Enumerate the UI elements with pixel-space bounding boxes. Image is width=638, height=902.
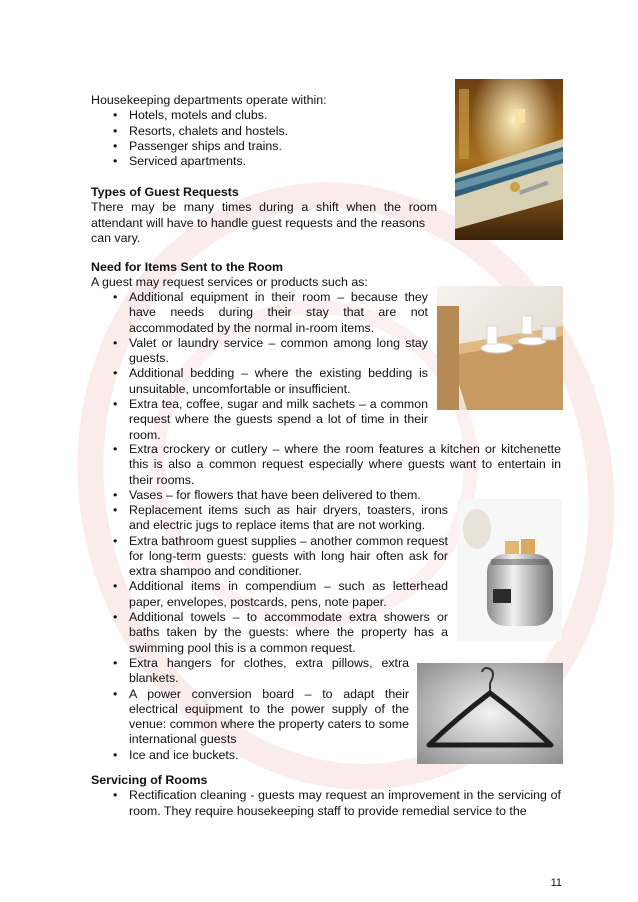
section-heading: Servicing of Rooms — [91, 773, 208, 787]
paragraph-line: There may be many times during a shift when the room — [91, 200, 438, 215]
list-item: • Replacement items such as hair dryers, toasters, irons and electric jugs to replace items that are not working. — [91, 503, 448, 534]
servicing-section — [91, 773, 561, 819]
paragraph-line: can vary. — [91, 230, 141, 245]
toaster-image — [457, 499, 562, 641]
intro-list — [91, 108, 451, 169]
intro-lead: Housekeeping departments operate within: — [91, 93, 327, 107]
page-number: 11 — [550, 877, 562, 889]
need-list-d — [91, 656, 409, 763]
section-heading: Types of Guest Requests — [91, 185, 239, 199]
list-item: • Extra tea, coffee, sugar and milk sachets – a common request where the guests spend a lot of time in their room. — [91, 397, 428, 443]
hanger-image — [417, 663, 563, 764]
types-section — [91, 185, 447, 246]
intro-section — [91, 93, 451, 169]
dining-table-image — [437, 286, 563, 410]
list-item: • Additional items in compendium – such as letterhead paper, envelopes, postcards, pens, note paper. — [91, 579, 448, 610]
list-item: • Rectification cleaning - guests may request an improvement in the servicing of room. They require housekeeping staff to provide remedial service to the — [91, 788, 561, 819]
list-item: • Extra crockery or cutlery – where the room features a kitchen or kitchenette this is also a common request especially where guests want to entertain in their rooms. — [91, 442, 561, 488]
dining-table-illustration — [437, 286, 563, 410]
need-lead: A guest may request services or products such as: — [91, 275, 368, 290]
servicing-list — [91, 788, 561, 819]
list-item: • Extra hangers for clothes, extra pillows, extra blankets. — [91, 656, 409, 687]
section-heading: Need for Items Sent to the Room — [91, 260, 284, 274]
list-item: • Resorts, chalets and hostels. — [91, 124, 451, 139]
list-item: • Valet or laundry service – common among long stay guests. — [91, 336, 428, 367]
hotel-bed-key-illustration — [455, 79, 563, 240]
list-item: • Passenger ships and trains. — [91, 139, 451, 154]
hotel-bed-key-image — [455, 79, 563, 240]
hanger-illustration — [417, 663, 563, 764]
list-item: • Extra bathroom guest supplies – another common request for long-term guests: guests with long hair often ask for extra shampoo and conditioner. — [91, 534, 448, 580]
list-item: • A power conversion board – to adapt their electrical equipment to the power supply of the venue: common where the property caters to some international guests — [91, 687, 409, 748]
list-item: • Additional towels – to accommodate extra showers or baths taken by the guests: where the property has a swimming pool this is a common request. — [91, 610, 448, 656]
need-list-a — [91, 290, 428, 443]
need-list-b — [91, 442, 561, 503]
list-item: • Additional equipment in their room – because they have needs during their stay that are not accommodated by the normal in-room items. — [91, 290, 428, 336]
list-item: • Ice and ice buckets. — [91, 748, 409, 763]
need-list-c — [91, 503, 448, 656]
toaster-illustration — [457, 499, 562, 641]
list-item: • Additional bedding – where the existing bedding is unsuitable, uncomfortable or insufficient. — [91, 366, 428, 397]
list-item: • Serviced apartments. — [91, 154, 451, 169]
paragraph-line: attendant will have to handle guest requests and the reasons — [91, 215, 426, 230]
list-item: • Hotels, motels and clubs. — [91, 108, 451, 123]
list-item: • Vases – for flowers that have been delivered to them. — [91, 488, 561, 503]
